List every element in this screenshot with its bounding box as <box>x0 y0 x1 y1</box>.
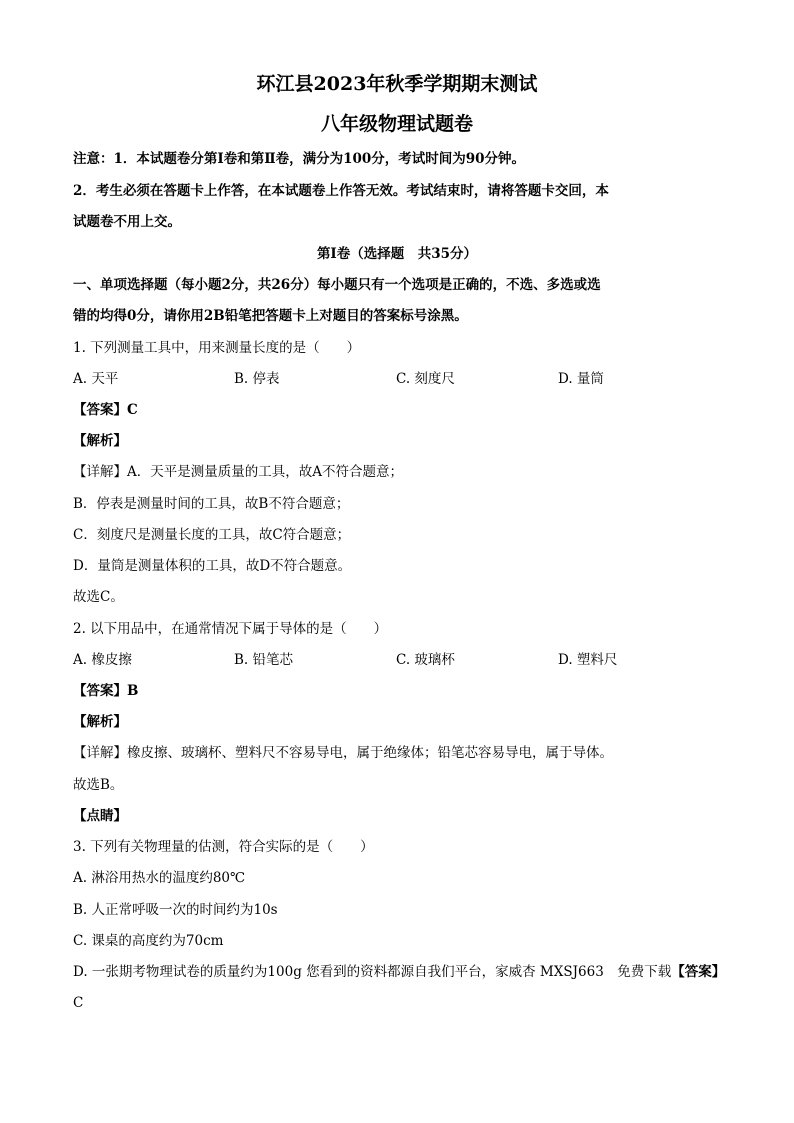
question-2-stem: 2. 以下用品中，在通常情况下属于导体的是（ ） <box>73 621 388 637</box>
question-3-stem: 3. 下列有关物理量的估测，符合实际的是（ ） <box>73 839 374 855</box>
question-1-detail-3: C．刻度尺是测量长度的工具，故C符合题意； <box>73 527 351 543</box>
question-3-option-a: A. 淋浴用热水的温度约80℃ <box>73 870 246 886</box>
exam-title: 环江县2023年秋季学期期末测试 <box>256 73 538 95</box>
question-1-detail-1: 【详解】A．天平是测量质量的工具，故A不符合题意； <box>73 464 403 480</box>
exam-subtitle: 八年级物理试题卷 <box>320 113 473 135</box>
question-1-analysis: 【解析】 <box>73 433 127 449</box>
question-2-comment: 【点睛】 <box>73 808 127 824</box>
question-1-option-a: A. 天平 <box>73 371 119 387</box>
question-1-option-b: B. 停表 <box>234 371 280 387</box>
question-2-analysis: 【解析】 <box>73 714 127 730</box>
notice-line-1: 注意：1．本试题卷分第Ⅰ卷和第Ⅱ卷，满分为100分，考试时间为90分钟。 <box>73 151 526 167</box>
question-2-option-d: D. 塑料尺 <box>558 652 618 668</box>
question-2-answer: 【答案】B <box>73 683 139 699</box>
question-1-option-d: D. 量筒 <box>558 371 604 387</box>
question-3-option-b: B. 人正常呼吸一次的时间约为10s <box>73 902 278 918</box>
question-3-option-c: C. 课桌的高度约为70cm <box>73 933 224 949</box>
question-3-answer-value: C <box>73 995 84 1011</box>
question-2-option-a: A. 橡皮擦 <box>73 652 132 668</box>
question-3-option-d: D. 一张期考物理试卷的质量约为100g 您看到的资料都源自我们平台，家威杏 MXSJ663 免费下载 <box>73 964 672 980</box>
question-1-detail-4: D．量筒是测量体积的工具，故D不符合题意。 <box>73 558 352 574</box>
question-1-answer: 【答案】C <box>73 402 138 418</box>
question-1-conclusion: 故选C。 <box>73 589 124 605</box>
section-instruction-2: 错的均得0分，请你用2B铅笔把答题卡上对题目的答案标号涂黑。 <box>73 308 468 324</box>
section-heading: 第Ⅰ卷（选择题 共35分） <box>316 246 478 262</box>
question-1-detail-2: B．停表是测量时间的工具，故B不符合题意； <box>73 496 350 512</box>
question-1-stem: 1. 下列测量工具中，用来测量长度的是（ ） <box>73 340 361 356</box>
question-2-option-b: B. 铅笔芯 <box>234 652 294 668</box>
question-2-detail-1: 【详解】橡皮擦、玻璃杯、塑料尺不容易导电，属于绝缘体；铅笔芯容易导电，属于导体。 <box>73 745 613 761</box>
notice-line-3: 试题卷不用上交。 <box>73 214 181 230</box>
question-3-answer-tag: 【答案】 <box>671 964 726 980</box>
notice-line-2: 2．考生必须在答题卡上作答，在本试题卷上作答无效。考试结束时，请将答题卡交回，本 <box>73 183 609 199</box>
section-instruction-1: 一、单项选择题（每小题2分，共26分）每小题只有一个选项是正确的，不选、多选或选 <box>73 277 601 293</box>
question-2-option-c: C. 玻璃杯 <box>396 652 455 668</box>
question-1-option-c: C. 刻度尺 <box>396 371 455 387</box>
question-3-option-d-line <box>73 963 725 981</box>
question-2-conclusion: 故选B。 <box>73 777 124 793</box>
